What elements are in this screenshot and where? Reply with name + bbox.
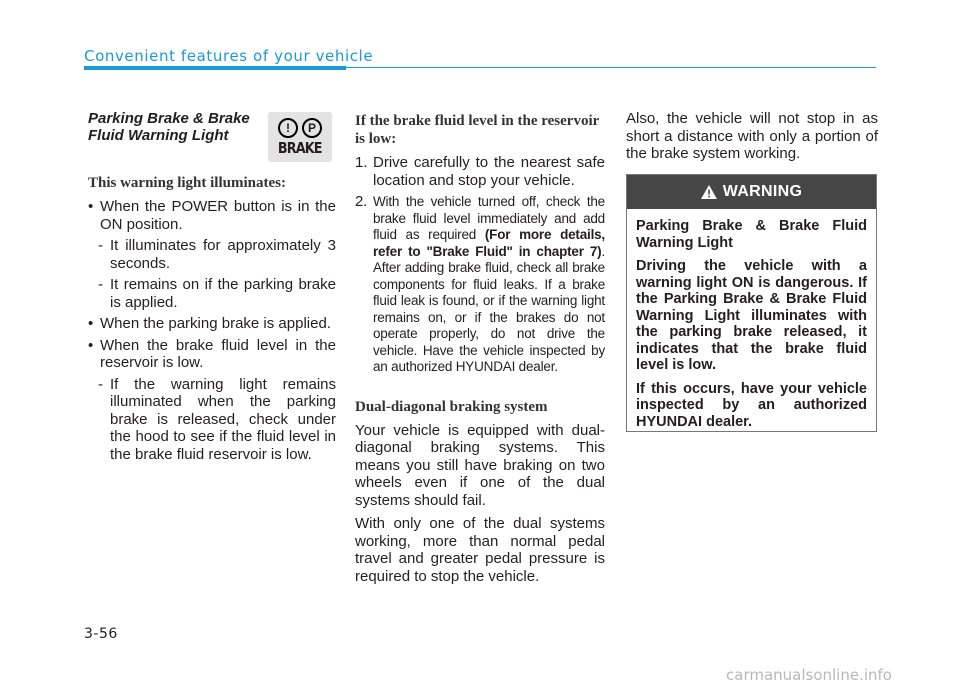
portion-para: Also, the vehicle will not stop in as short a distance with only a portion of the brake system working. [626,110,878,162]
bullet-fluid-low: • When the brake fluid level in the reservoir is low. [88,337,336,372]
section-title: Parking Brake & Brake Fluid Warning Light [88,110,250,144]
brake-warning-icon [268,112,332,162]
middle-column [355,112,605,591]
dash-item: - It illuminates for approximately 3 seconds. [98,237,336,272]
parking-icon: P [302,118,322,138]
illuminates-subhead: This warning light illuminates: [88,175,286,191]
section-header: Convenient features of your vehicle [84,47,374,65]
fluid-low-subhead: If the brake fluid level in the reservoir is low: [355,113,599,147]
step-1: 1. Drive carefully to the nearest safe location and stop your vehicle. [355,154,605,189]
brake-icon-label: BRAKE [278,138,322,157]
watermark: carmanualsonline.info [726,666,892,684]
exclamation-icon: ! [278,118,298,138]
warning-box [626,174,877,432]
right-column [626,110,878,163]
warning-text-1: Driving the vehicle with a warning light ON is dangerous. If the Parking Brake & Brake Fluid Warning Light illuminates with the parking brake released, it indicates that the brake fluid level is low. [636,258,867,373]
header-accent-bar [84,66,346,70]
warning-header [627,175,876,209]
warning-text-2: If this occurs, have your vehicle inspected by an authorized HYUNDAI dealer. [636,380,867,430]
warning-label: WARNING [722,183,803,200]
bullet-parking-brake: • When the parking brake is applied. [88,315,336,333]
warning-title: Parking Brake & Brake Fluid Warning Light [636,218,867,251]
header-rule [346,67,876,68]
page-number: 3-56 [84,626,118,642]
dual-diagonal-para-1: Your vehicle is equipped with dual-diagonal braking systems. This means you still have braking on two wheels even if one of the dual systems should fail. [355,421,605,509]
step-2: 2. With the vehicle turned off, check the brake fluid level immediately and add fluid as required (For more details, refer to "Brake Fluid" in chapter 7). After adding brake fluid, check all brake components for fluid leaks. If a brake fluid leak is found, or if the warning light remains on, or if the brakes do not operate properly, do not drive the vehicle. Have the vehicle inspected by an authorized HYUNDAI dealer. [355,193,605,374]
left-column [88,110,336,467]
dash-item: - If the warning light remains illuminated when the parking brake is released, check under the hood to see if the fluid level in the brake fluid reservoir is low. [98,375,336,463]
dash-item: - It remains on if the parking brake is applied. [98,276,336,311]
warning-body [627,209,876,430]
dual-diagonal-subhead: Dual-diagonal braking system [355,398,548,415]
warning-triangle-icon [701,185,717,199]
bullet-power-on: • When the POWER button is in the ON position. [88,198,336,233]
dual-diagonal-para-2: With only one of the dual systems working, more than normal pedal travel and greater pedal pressure is required to stop the vehicle. [355,515,605,585]
